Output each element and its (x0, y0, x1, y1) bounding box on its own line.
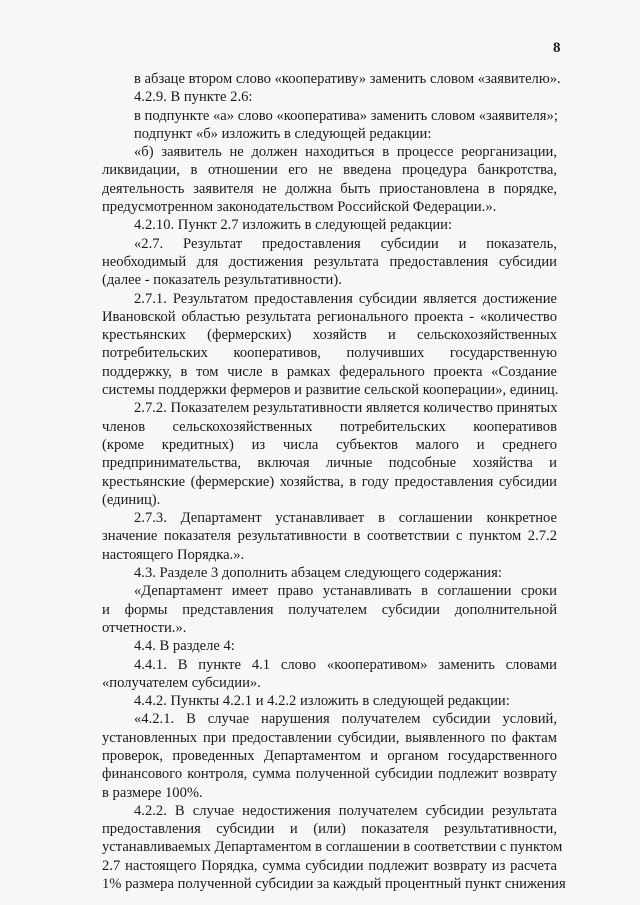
text-line: в абзаце втором слово «кооперативу» заменить словом «заявителю». (134, 71, 561, 87)
text-line: подпункт «б» изложить в следующей редакции: (134, 125, 432, 142)
text-line: «Департамент имеет право устанавливать в соглашении сроки (134, 583, 557, 600)
document-body (102, 70, 566, 893)
text-line: предпринимательства, включая личные подсобные хозяйства и (102, 455, 557, 472)
text-line: поддержку, в том числе в рамках федерального проекта «Создание (102, 363, 557, 380)
text-line: «4.2.1. В случае нарушения получателем субсидии условий, (134, 711, 557, 728)
text-line: ликвидации, в отношении его не введена процедура банкротства, (102, 162, 557, 179)
text-line: отчетности.». (102, 619, 187, 636)
text-line: 2.7 настоящего Порядка, сумма субсидии подлежит возврату из расчета (102, 857, 557, 874)
text-line: 4.3. Разделе 3 дополнить абзацем следующего содержания: (134, 565, 502, 582)
text-line: 4.2.9. В пункте 2.6: (134, 89, 253, 106)
text-line: и формы представления получателем субсидии дополнительной (102, 601, 557, 618)
text-line: проверок, проведенных Департаментом и органом государственного (102, 747, 557, 764)
text-line: «получателем субсидии». (102, 674, 261, 691)
text-line: 2.7.1. Результатом предоставления субсидии является достижение (134, 290, 557, 307)
text-line: 4.2.2. В случае недостижения получателем субсидии результата (134, 802, 557, 819)
text-line: настоящего Порядка.». (102, 546, 245, 563)
page-number: 8 (553, 40, 561, 56)
text-line: предоставления субсидии и (или) показателя результативности, (102, 821, 557, 838)
text-line: в размере 100%. (102, 784, 203, 801)
text-line: Ивановской областью результата регионального проекта - «количество (102, 308, 557, 325)
text-line: деятельность заявителя не должна быть приостановлена в порядке, (102, 180, 557, 197)
text-line: значение показателя результативности в соответствии с пунктом 2.7.2 (102, 528, 557, 545)
text-line: 1% размера полученной субсидии за каждый процентный пункт снижения (102, 876, 566, 893)
text-line: установленных при предоставлении субсидии, выявленного по фактам (102, 729, 557, 746)
text-line: финансового контроля, сумма полученной субсидии подлежит возврату (102, 766, 557, 783)
text-line: 4.4. В разделе 4: (134, 638, 235, 655)
text-line: «2.7. Результат предоставления субсидии и показатель, (134, 235, 557, 252)
text-line: предусмотренном законодательством Российской Федерации.». (102, 199, 497, 216)
text-line: 4.4.2. Пункты 4.2.1 и 4.2.2 изложить в следующей редакции: (134, 693, 510, 710)
text-line: 4.4.1. В пункте 4.1 слово «кооперативом» заменить словами (134, 656, 557, 673)
text-line: системы поддержки фермеров и развитие сельской кооперации», единиц. (102, 382, 559, 399)
text-line: (далее - показатель результативности). (102, 272, 342, 289)
text-line: в подпункте «а» слово «кооператива» заменить словом «заявителя»; (134, 107, 558, 124)
text-line: 4.2.10. Пункт 2.7 изложить в следующей редакции: (134, 217, 453, 234)
text-line: 2.7.3. Департамент устанавливает в соглашении конкретное (134, 510, 557, 527)
text-line: необходимый для достижения результата предоставления субсидии (102, 253, 557, 270)
text-line: крестьянские (фермерские) хозяйства, в году предоставления субсидии (102, 473, 557, 490)
text-line: (кроме кредитных) из числа субъектов малого и среднего (102, 436, 557, 453)
text-line: 2.7.2. Показателем результативности является количество принятых (134, 400, 558, 417)
text-line: «б) заявитель не должен находиться в процессе реорганизации, (134, 144, 557, 161)
text-line: (единиц). (102, 491, 161, 508)
text-line: членов сельскохозяйственных потребительских кооперативов (102, 418, 557, 435)
text-line: устанавливаемых Департаментом в соглашении в соответствии с пунктом (102, 839, 563, 856)
text-line: потребительских кооперативов, получивших государственную (102, 345, 557, 362)
text-line: крестьянских (фермерских) хозяйств и сельскохозяйственных (102, 327, 557, 344)
